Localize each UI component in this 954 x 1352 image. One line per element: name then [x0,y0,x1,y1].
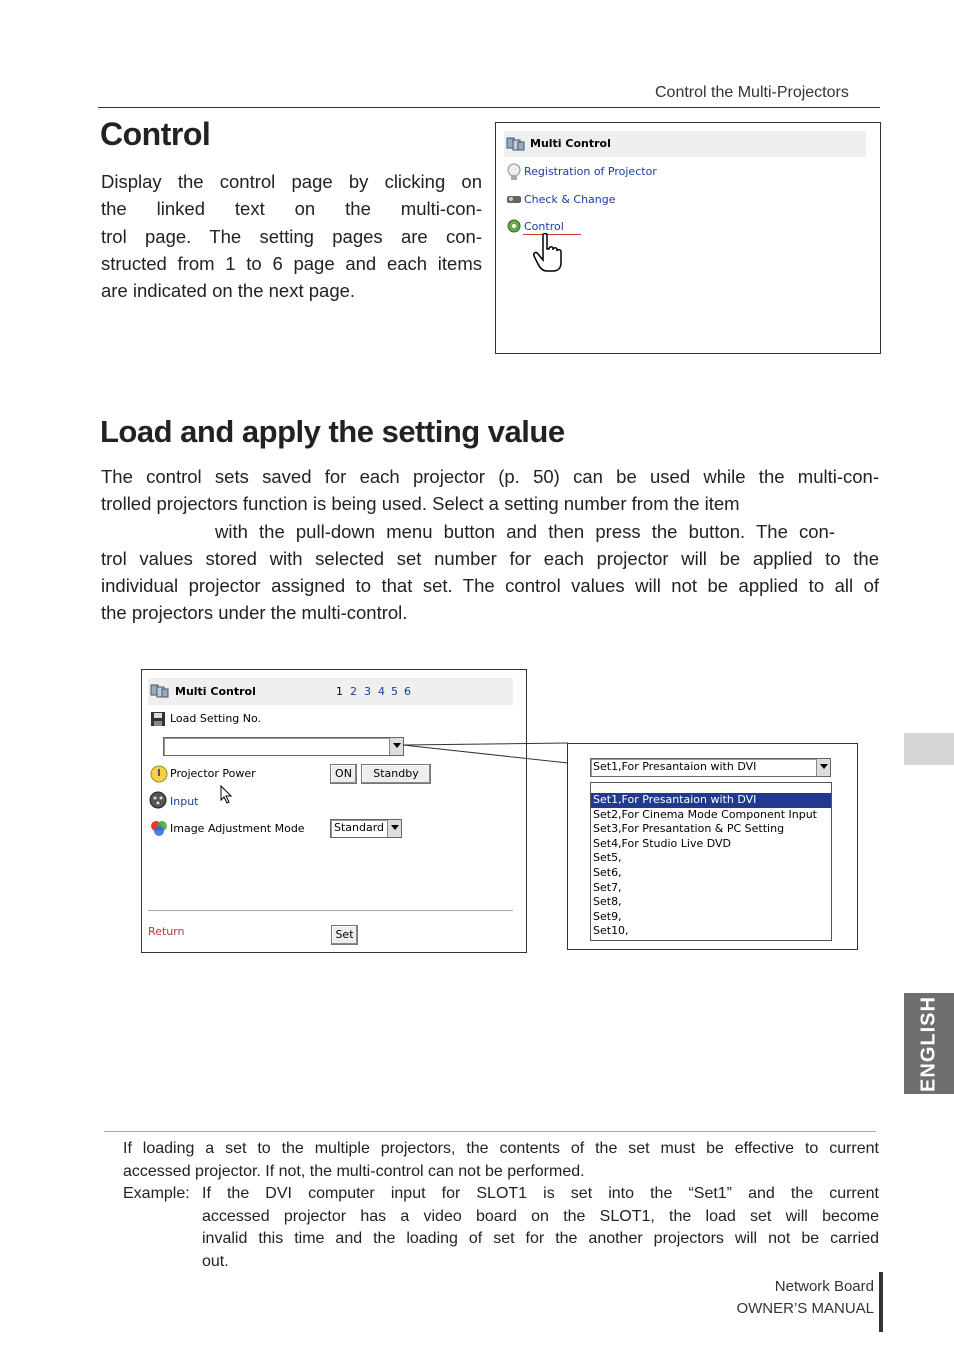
menu-item-registration[interactable]: Registration of Projector [524,165,657,178]
set-option[interactable]: Set10, [593,924,629,938]
footer-line-2: OWNER’S MANUAL [736,1300,874,1317]
return-link[interactable]: Return [148,925,185,938]
control-title: Multi Control [175,685,256,698]
load-paragraph [101,463,879,627]
example-line: out. [202,1253,229,1271]
image-adjustment-label: Image Adjustment Mode [170,822,305,835]
load-heading: Load and apply the setting value [100,414,565,449]
chevron-down-icon[interactable] [816,759,830,776]
control-heading: Control [100,116,211,152]
projector-icon [506,193,522,205]
set-select[interactable] [590,758,831,777]
multi-projector-icon [150,682,170,700]
set-option[interactable]: Set8, [593,895,622,909]
page-2-link[interactable]: 2 [350,685,357,698]
load-line: The control sets saved for each projector (p. 50) can be used while the multi-con- [101,466,879,487]
control-title-bar [148,678,513,705]
set-option[interactable]: Set4,For Studio Live DVD [593,836,732,850]
input-link[interactable]: Input [170,795,199,808]
page-6-link[interactable]: 6 [404,685,411,698]
projector-power-label: Projector Power [170,767,256,780]
load-line: with the pull-down menu button and then press the button. The con- [215,520,835,542]
footer-bar [879,1272,883,1332]
load-line: trol values stored with selected set number for each projector will be applied to the [101,547,879,569]
side-tab [904,733,954,765]
standby-button[interactable]: Standby [361,764,431,784]
set-select-value: Set1,For Presantaion with DVI [593,760,757,773]
example-label: Example: [123,1185,190,1202]
control-line: the linked text on the multi-con- [101,198,482,220]
set-options-list[interactable] [590,782,832,941]
menu-item-control[interactable]: Control [524,220,564,233]
divider [148,910,513,911]
footer-line-1: Network Board [774,1278,874,1295]
set-option[interactable]: Set5, [593,851,622,865]
page-3-link[interactable]: 3 [364,685,371,698]
english-tab-label: ENGLISH [917,995,940,1092]
note-line: If loading a set to the multiple projectors, the contents of the set must be effective to current [123,1140,879,1157]
example-block [202,1183,879,1274]
header-rule [98,107,880,108]
control-line: Display the control page by clicking on [101,171,482,192]
control-icon [506,218,522,234]
menu-item-check-change[interactable]: Check & Change [524,193,616,206]
color-palette-icon [150,820,168,836]
image-mode-value: Standard [334,821,385,834]
english-tab [904,993,954,1094]
power-icon [150,765,168,783]
control-line: structed from 1 to 6 page and each items [101,252,482,274]
multi-control-menu-screenshot [495,122,881,354]
dropdown-callout [567,743,858,950]
lightbulb-icon [506,163,522,183]
note-rule [104,1131,876,1132]
page-1: 1 [336,685,343,698]
menu-title: Multi Control [530,137,611,150]
example-line: invalid this time and the loading of set for the another projectors will not be carried [202,1230,879,1248]
note-line: accessed projector. If not, the multi-control can not be performed. [123,1162,585,1180]
load-setting-label: Load Setting No. [170,712,262,725]
note-block [123,1138,879,1183]
multi-projector-icon [506,135,526,153]
load-line: individual projector assigned to that set. The control values will not be applied to all of [101,575,879,597]
control-page-screenshot [141,669,527,953]
load-setting-select[interactable] [163,737,404,756]
arrow-cursor-icon [220,785,234,805]
floppy-disk-icon [150,711,166,727]
set-option[interactable]: Set3,For Presantation & PC Setting [593,822,785,836]
set-option[interactable]: Set2,For Cinema Mode Component Input [593,807,817,821]
page-5-link[interactable]: 5 [391,685,398,698]
section-header: Control the Multi-Projectors [655,84,849,101]
page-4-link[interactable]: 4 [378,685,385,698]
load-line: the projectors under the multi-control. [101,602,408,624]
set-option[interactable]: Set7, [593,880,622,894]
set-option[interactable]: Set6, [593,865,622,879]
example-line: If the DVI computer input for SLOT1 is set into the “Set1” and the current [202,1185,879,1202]
set-option[interactable]: Set1,For Presantaion with DVI [591,793,831,808]
set-option[interactable]: Set9, [593,909,622,923]
image-mode-select[interactable] [330,819,402,838]
control-line: trol page. The setting pages are con- [101,225,482,247]
control-line: are indicated on the next page. [101,280,356,302]
menu-title-bar [504,131,866,157]
hand-pointer-icon [532,233,566,273]
set-button[interactable]: Set [331,925,358,945]
control-paragraph [101,168,482,304]
on-button[interactable]: ON [330,764,357,784]
load-line: trolled projectors function is being used. Select a setting number from the item [101,493,740,515]
chevron-down-icon[interactable] [387,820,401,837]
input-connector-icon [149,791,167,809]
example-line: accessed projector has a video board on the SLOT1, the load set will become [202,1207,879,1225]
